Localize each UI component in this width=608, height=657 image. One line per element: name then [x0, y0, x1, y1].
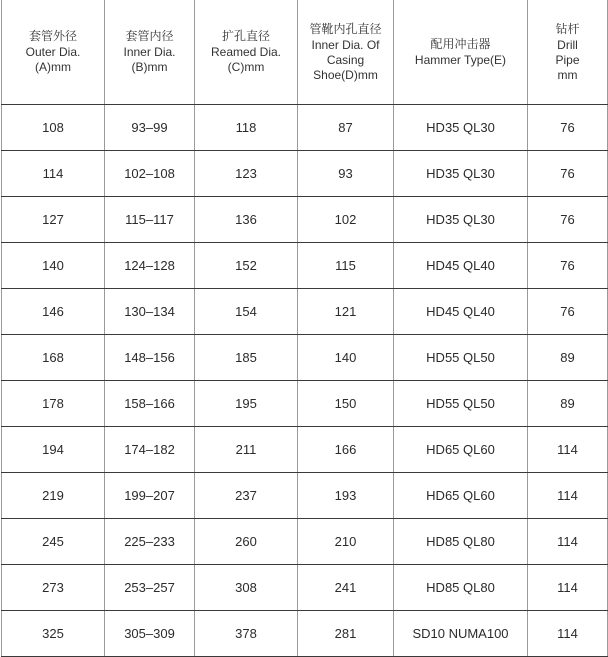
cell-hammer-type: SD10 NUMA100 — [394, 611, 528, 657]
cell-drill-pipe: 76 — [528, 289, 608, 335]
cell-hammer-type: HD45 QL40 — [394, 289, 528, 335]
table-row — [2, 381, 608, 427]
cell-drill-pipe: 114 — [528, 519, 608, 565]
table-row — [2, 565, 608, 611]
cell-inner-dia: 148–156 — [105, 335, 195, 381]
table-row — [2, 197, 608, 243]
header-row — [2, 0, 608, 105]
header-hammer-type — [394, 0, 528, 105]
table-row — [2, 335, 608, 381]
cell-hammer-type: HD85 QL80 — [394, 565, 528, 611]
cell-outer-dia: 219 — [2, 473, 105, 519]
cell-reamed-dia: 123 — [195, 151, 298, 197]
header-hammer-type-cn: 配用冲击器 — [430, 36, 491, 51]
header-hammer-type-en-1: Hammer Type(E) — [414, 52, 507, 67]
cell-hammer-type: HD35 QL30 — [394, 197, 528, 243]
cell-shoe-inner-dia: 93 — [298, 151, 394, 197]
cell-shoe-inner-dia: 150 — [298, 381, 394, 427]
cell-drill-pipe: 89 — [528, 335, 608, 381]
cell-shoe-inner-dia: 140 — [298, 335, 394, 381]
cell-drill-pipe: 76 — [528, 243, 608, 289]
cell-outer-dia: 325 — [2, 611, 105, 657]
cell-shoe-inner-dia: 115 — [298, 243, 394, 289]
cell-outer-dia: 146 — [2, 289, 105, 335]
header-drill-pipe-cn: 钻杆 — [555, 21, 580, 36]
cell-reamed-dia: 154 — [195, 289, 298, 335]
cell-drill-pipe: 114 — [528, 427, 608, 473]
cell-outer-dia: 140 — [2, 243, 105, 289]
cell-inner-dia: 130–134 — [105, 289, 195, 335]
cell-shoe-inner-dia: 102 — [298, 197, 394, 243]
header-outer-dia — [2, 0, 105, 105]
cell-outer-dia: 273 — [2, 565, 105, 611]
cell-shoe-inner-dia: 87 — [298, 105, 394, 151]
header-reamed-dia — [195, 0, 298, 105]
cell-shoe-inner-dia: 210 — [298, 519, 394, 565]
header-shoe-inner-dia-en-3: Shoe(D)mm — [313, 67, 378, 82]
cell-hammer-type: HD45 QL40 — [394, 243, 528, 289]
cell-drill-pipe: 89 — [528, 381, 608, 427]
cell-inner-dia: 115–117 — [105, 197, 195, 243]
header-shoe-inner-dia — [298, 0, 394, 105]
table-row — [2, 151, 608, 197]
cell-shoe-inner-dia: 241 — [298, 565, 394, 611]
table-row — [2, 105, 608, 151]
cell-inner-dia: 102–108 — [105, 151, 195, 197]
cell-outer-dia: 114 — [2, 151, 105, 197]
cell-drill-pipe: 114 — [528, 565, 608, 611]
cell-reamed-dia: 195 — [195, 381, 298, 427]
header-inner-dia-en-1: Inner Dia. — [123, 45, 176, 59]
table-row — [2, 611, 608, 657]
cell-shoe-inner-dia: 193 — [298, 473, 394, 519]
cell-inner-dia: 305–309 — [105, 611, 195, 657]
cell-reamed-dia: 308 — [195, 565, 298, 611]
table-row — [2, 519, 608, 565]
table-row — [2, 473, 608, 519]
cell-reamed-dia: 237 — [195, 473, 298, 519]
cell-reamed-dia: 260 — [195, 519, 298, 565]
cell-reamed-dia: 118 — [195, 105, 298, 151]
cell-hammer-type: HD85 QL80 — [394, 519, 528, 565]
cell-inner-dia: 225–233 — [105, 519, 195, 565]
cell-drill-pipe: 76 — [528, 151, 608, 197]
header-shoe-inner-dia-cn: 管靴内孔直径 — [309, 21, 382, 36]
cell-hammer-type: HD55 QL50 — [394, 335, 528, 381]
header-inner-dia — [105, 0, 195, 105]
cell-inner-dia: 174–182 — [105, 427, 195, 473]
header-outer-dia-cn: 套管外径 — [28, 29, 77, 43]
cell-hammer-type: HD35 QL30 — [394, 151, 528, 197]
casing-spec-table — [1, 0, 608, 657]
header-shoe-inner-dia-en-1: Inner Dia. Of — [311, 37, 380, 52]
header-outer-dia-en-2: (A)mm — [35, 60, 71, 74]
header-reamed-dia-cn: 扩孔直径 — [221, 29, 270, 43]
header-inner-dia-en-2: (B)mm — [131, 60, 168, 74]
header-drill-pipe-en-1: Drill — [557, 37, 578, 52]
header-drill-pipe-en-3: mm — [557, 67, 578, 82]
cell-hammer-type: HD55 QL50 — [394, 381, 528, 427]
cell-reamed-dia: 152 — [195, 243, 298, 289]
cell-outer-dia: 108 — [2, 105, 105, 151]
cell-inner-dia: 253–257 — [105, 565, 195, 611]
header-reamed-dia-en-1: Reamed Dia. — [210, 45, 282, 59]
table-row — [2, 289, 608, 335]
cell-drill-pipe: 114 — [528, 611, 608, 657]
cell-hammer-type: HD35 QL30 — [394, 105, 528, 151]
cell-drill-pipe: 114 — [528, 473, 608, 519]
cell-outer-dia: 194 — [2, 427, 105, 473]
header-inner-dia-cn: 套管内径 — [125, 29, 174, 43]
header-shoe-inner-dia-en-2: Casing — [326, 52, 365, 67]
cell-outer-dia: 178 — [2, 381, 105, 427]
header-outer-dia-en-1: Outer Dia. — [25, 45, 81, 59]
cell-reamed-dia: 185 — [195, 335, 298, 381]
header-reamed-dia-en-2: (C)mm — [227, 60, 265, 74]
cell-reamed-dia: 378 — [195, 611, 298, 657]
cell-inner-dia: 93–99 — [105, 105, 195, 151]
cell-reamed-dia: 211 — [195, 427, 298, 473]
header-drill-pipe-en-2: Pipe — [555, 52, 580, 67]
cell-drill-pipe: 76 — [528, 105, 608, 151]
cell-inner-dia: 124–128 — [105, 243, 195, 289]
cell-hammer-type: HD65 QL60 — [394, 427, 528, 473]
cell-drill-pipe: 76 — [528, 197, 608, 243]
header-drill-pipe — [528, 0, 608, 105]
cell-inner-dia: 158–166 — [105, 381, 195, 427]
cell-outer-dia: 127 — [2, 197, 105, 243]
cell-reamed-dia: 136 — [195, 197, 298, 243]
table-row — [2, 243, 608, 289]
cell-hammer-type: HD65 QL60 — [394, 473, 528, 519]
cell-shoe-inner-dia: 281 — [298, 611, 394, 657]
table-body — [2, 105, 608, 657]
table-header — [2, 0, 608, 105]
cell-shoe-inner-dia: 166 — [298, 427, 394, 473]
cell-inner-dia: 199–207 — [105, 473, 195, 519]
cell-outer-dia: 245 — [2, 519, 105, 565]
cell-shoe-inner-dia: 121 — [298, 289, 394, 335]
cell-outer-dia: 168 — [2, 335, 105, 381]
table-row — [2, 427, 608, 473]
